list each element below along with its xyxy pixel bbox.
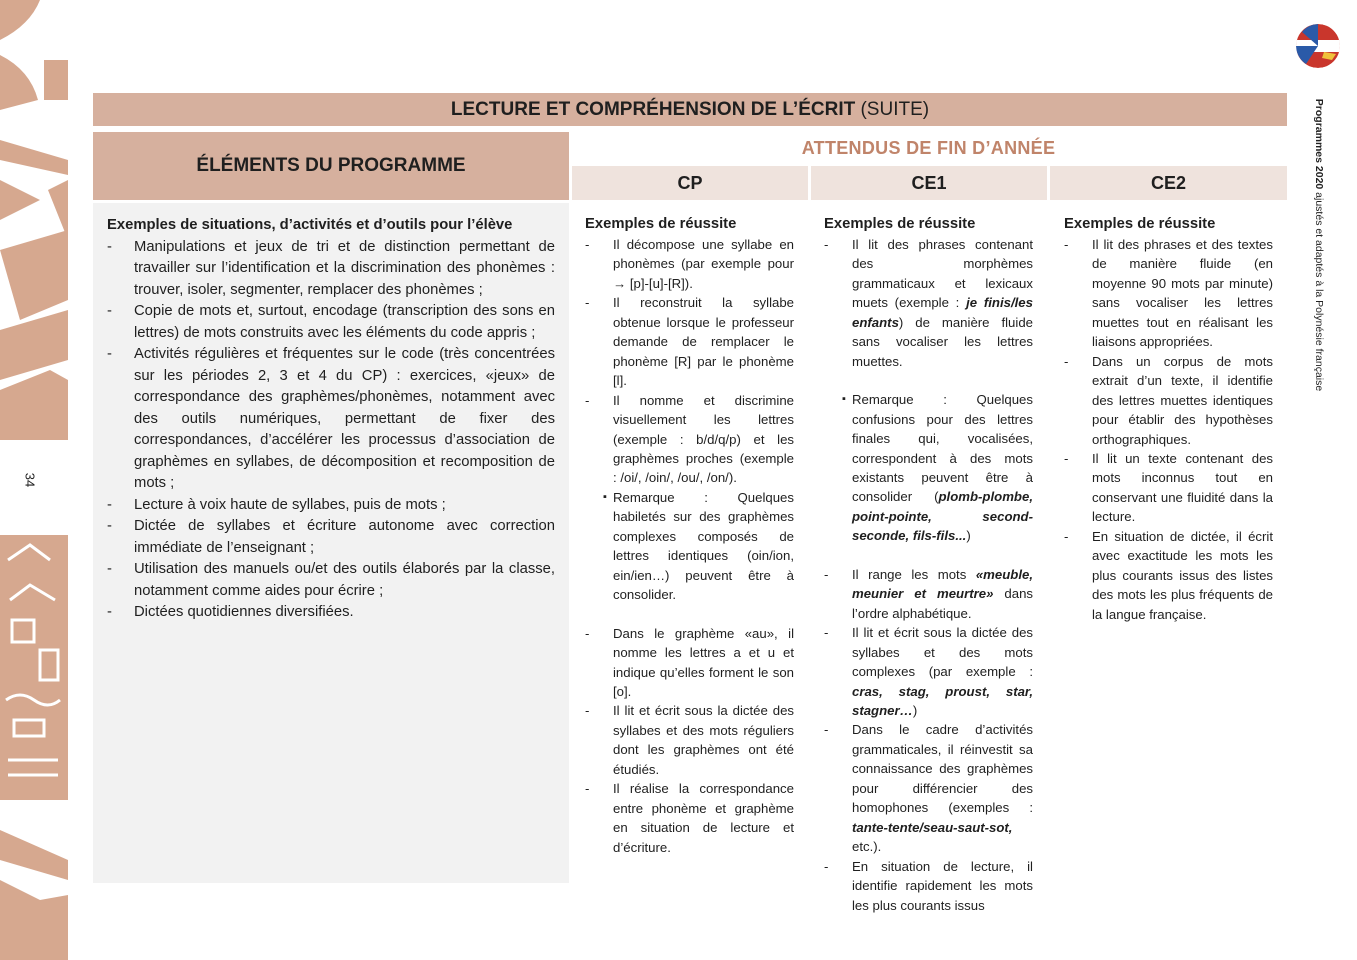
list-item: - Utilisation des manuels ou/et des outils élaborés par la classe, notamment comme aides pour écrire ; (107, 559, 555, 602)
list-item: - Il lit des phrases et des textes de manière fluide (en moyenne 90 mots par minute) sans vocaliser les lettres muettes tout en réalisant les liaisons appropriées. (1064, 235, 1273, 352)
ce1-column (824, 215, 1033, 915)
section-title-main: LECTURE ET COMPRÉHENSION DE L’ÉCRIT (450, 99, 856, 120)
list-item: - Il lit un texte contenant des mots inconnus tout en conservant une fluidité dans la lecture. (1064, 449, 1273, 527)
list-item: - Dans un corpus de mots extrait d’un texte, il identifie des lettres muettes identiques pour établir des hypothèses orthographiques. (1064, 352, 1273, 449)
ce1-remark (824, 390, 1033, 546)
ce1-list-a (824, 235, 1033, 371)
level-header-ce2: CE2 (1050, 166, 1287, 200)
text-run: Il lit des phrases contenant des morphèmes grammaticaux et lexicaux muets (exemple : (852, 237, 1033, 311)
ce1-list-b (824, 565, 1033, 915)
text-run: ) (966, 528, 971, 544)
list-item: - Il nomme et discrimine visuellement les lettres (exemple : b/d/q/p) et les graphèmes proches (exemple : /oi/, /oin/, /ou/, /on/). (585, 391, 794, 488)
list-item: - Activités régulières et fréquentes sur le code (très concentrées sur les périodes 2, 3 et 4 du CP) : exercices, «jeux» de correspondance des graphèmes/phonèmes, notamment avec des outils numériques, permettant de fixer des correspondances, d’accélérer les processus d’association de graphèmes en syllabes, de décomposition et recomposition de mots ; (107, 344, 555, 495)
level-header-cp: CP (572, 166, 808, 200)
polynesia-seal-logo (1296, 24, 1340, 68)
example-italic: plomb-plombe, point-pointe, second-seconde, fils-fils... (852, 489, 1033, 544)
elements-list (107, 237, 555, 624)
ce2-list (1064, 235, 1273, 624)
list-item: - Il décompose une syllabe en phonèmes (par exemple pour → [p]-[u]-[R]). (585, 235, 794, 293)
spacer (824, 546, 1033, 565)
ce1-heading: Exemples de réussite (824, 216, 976, 232)
elements-programme-header: ÉLÉMENTS DU PROGRAMME (93, 132, 569, 200)
list-item: - Dans le graphème «au», il nomme les lettres a et u et indique qu’elles forment le son [o]. (585, 624, 794, 702)
list-item: - Dictées quotidiennes diversifiées. (107, 602, 555, 624)
text-run: ) (912, 702, 918, 718)
example-italic: cras, stag, proust, star, stagner… (852, 683, 1033, 718)
list-item (824, 565, 1033, 623)
text-run: Remarque : Quelques confusions pour des lettres finales qui, vocalisées, correspondent à des mots existants peuvent être à consolider ( (852, 392, 1033, 505)
text-run: dans l’ordre alphabétique. (852, 586, 1033, 621)
example-italic: «meuble, meunier et meurtre» (852, 566, 1033, 602)
list-item: - Il lit et écrit sous la dictée des syllabes et des mots réguliers dont les graphèmes ont été étudiés. (585, 701, 794, 779)
example-italic: je finis/les enfants (852, 295, 1033, 330)
list-item: - Manipulations et jeux de tri et de distinction permettant de travailler sur l’identification et la discrimination des phonèmes : trouver, isoler, segmenter, remplacer des phonèmes ; (107, 237, 555, 302)
text-run: etc.). (852, 839, 882, 855)
cp-remark: ▪ Remarque : Quelques habiletés sur des graphèmes complexes composés de lettres identiques (oin/ion, ein/ien…) peuvent être à consolider. (585, 488, 794, 605)
cp-heading: Exemples de réussite (585, 216, 737, 232)
list-item: - Lecture à voix haute de syllabes, puis de mots ; (107, 495, 555, 517)
elements-programme-panel (93, 203, 569, 883)
text-run: ) de manière fluide sans vocaliser les lettres muettes. (852, 314, 1033, 369)
caption-bold: Programmes 2020 (1313, 98, 1325, 190)
page-number: 34 (21, 463, 40, 497)
section-title (93, 93, 1287, 126)
ce2-heading: Exemples de réussite (1064, 216, 1216, 232)
list-item: - En situation de lecture, il identifie rapidement les mots les plus courants issus (824, 857, 1033, 915)
text-run: Il lit et écrit sous la dictée des syllabes et des mots complexes (par exemple : (852, 625, 1033, 680)
cp-list-a (585, 235, 794, 488)
programme-side-caption (1313, 99, 1325, 391)
elements-heading: Exemples de situations, d’activités et d’outils pour l’élève (107, 217, 513, 233)
caption-rest: ajustés et adaptés à la Polynésie française (1313, 189, 1325, 392)
list-item: - Il reconstruit la syllabe obtenue lorsque le professeur demande de remplacer le phonème [R] par le phonème [l]. (585, 293, 794, 390)
ce2-column (1064, 215, 1273, 624)
list-item: - En situation de dictée, il écrit avec exactitude les mots les plus courants issus des listes des mots les plus fréquents de la langue française. (1064, 527, 1273, 624)
attendus-header: ATTENDUS DE FIN D’ANNÉE (801, 138, 1056, 158)
cp-column (585, 215, 794, 857)
text-run: Dans le cadre d’activités grammaticales, il réinvestit sa connaissance des graphèmes pour différencier des homophones (exemples : (852, 722, 1033, 816)
list-item (824, 235, 1033, 371)
list-item: - Il réalise la correspondance entre phonème et graphème en situation de lecture et d’écriture. (585, 779, 794, 857)
list-item (824, 720, 1033, 856)
level-header-ce1: CE1 (811, 166, 1047, 200)
cp-list-b (585, 624, 794, 857)
example-italic: tante-tente/seau-saut-sot, (852, 819, 1013, 835)
spacer (585, 605, 794, 624)
text-run: Il range les mots (852, 566, 976, 582)
spacer (824, 371, 1033, 390)
list-item: - Copie de mots et, surtout, encodage (transcription des sons en lettres) de mots construits avec les éléments du code appris ; (107, 301, 555, 344)
list-item: - Dictée de syllabes et écriture autonome avec correction immédiate de l’enseignant ; (107, 516, 555, 559)
section-title-suffix: (SUITE) (855, 99, 930, 120)
list-item (824, 623, 1033, 720)
